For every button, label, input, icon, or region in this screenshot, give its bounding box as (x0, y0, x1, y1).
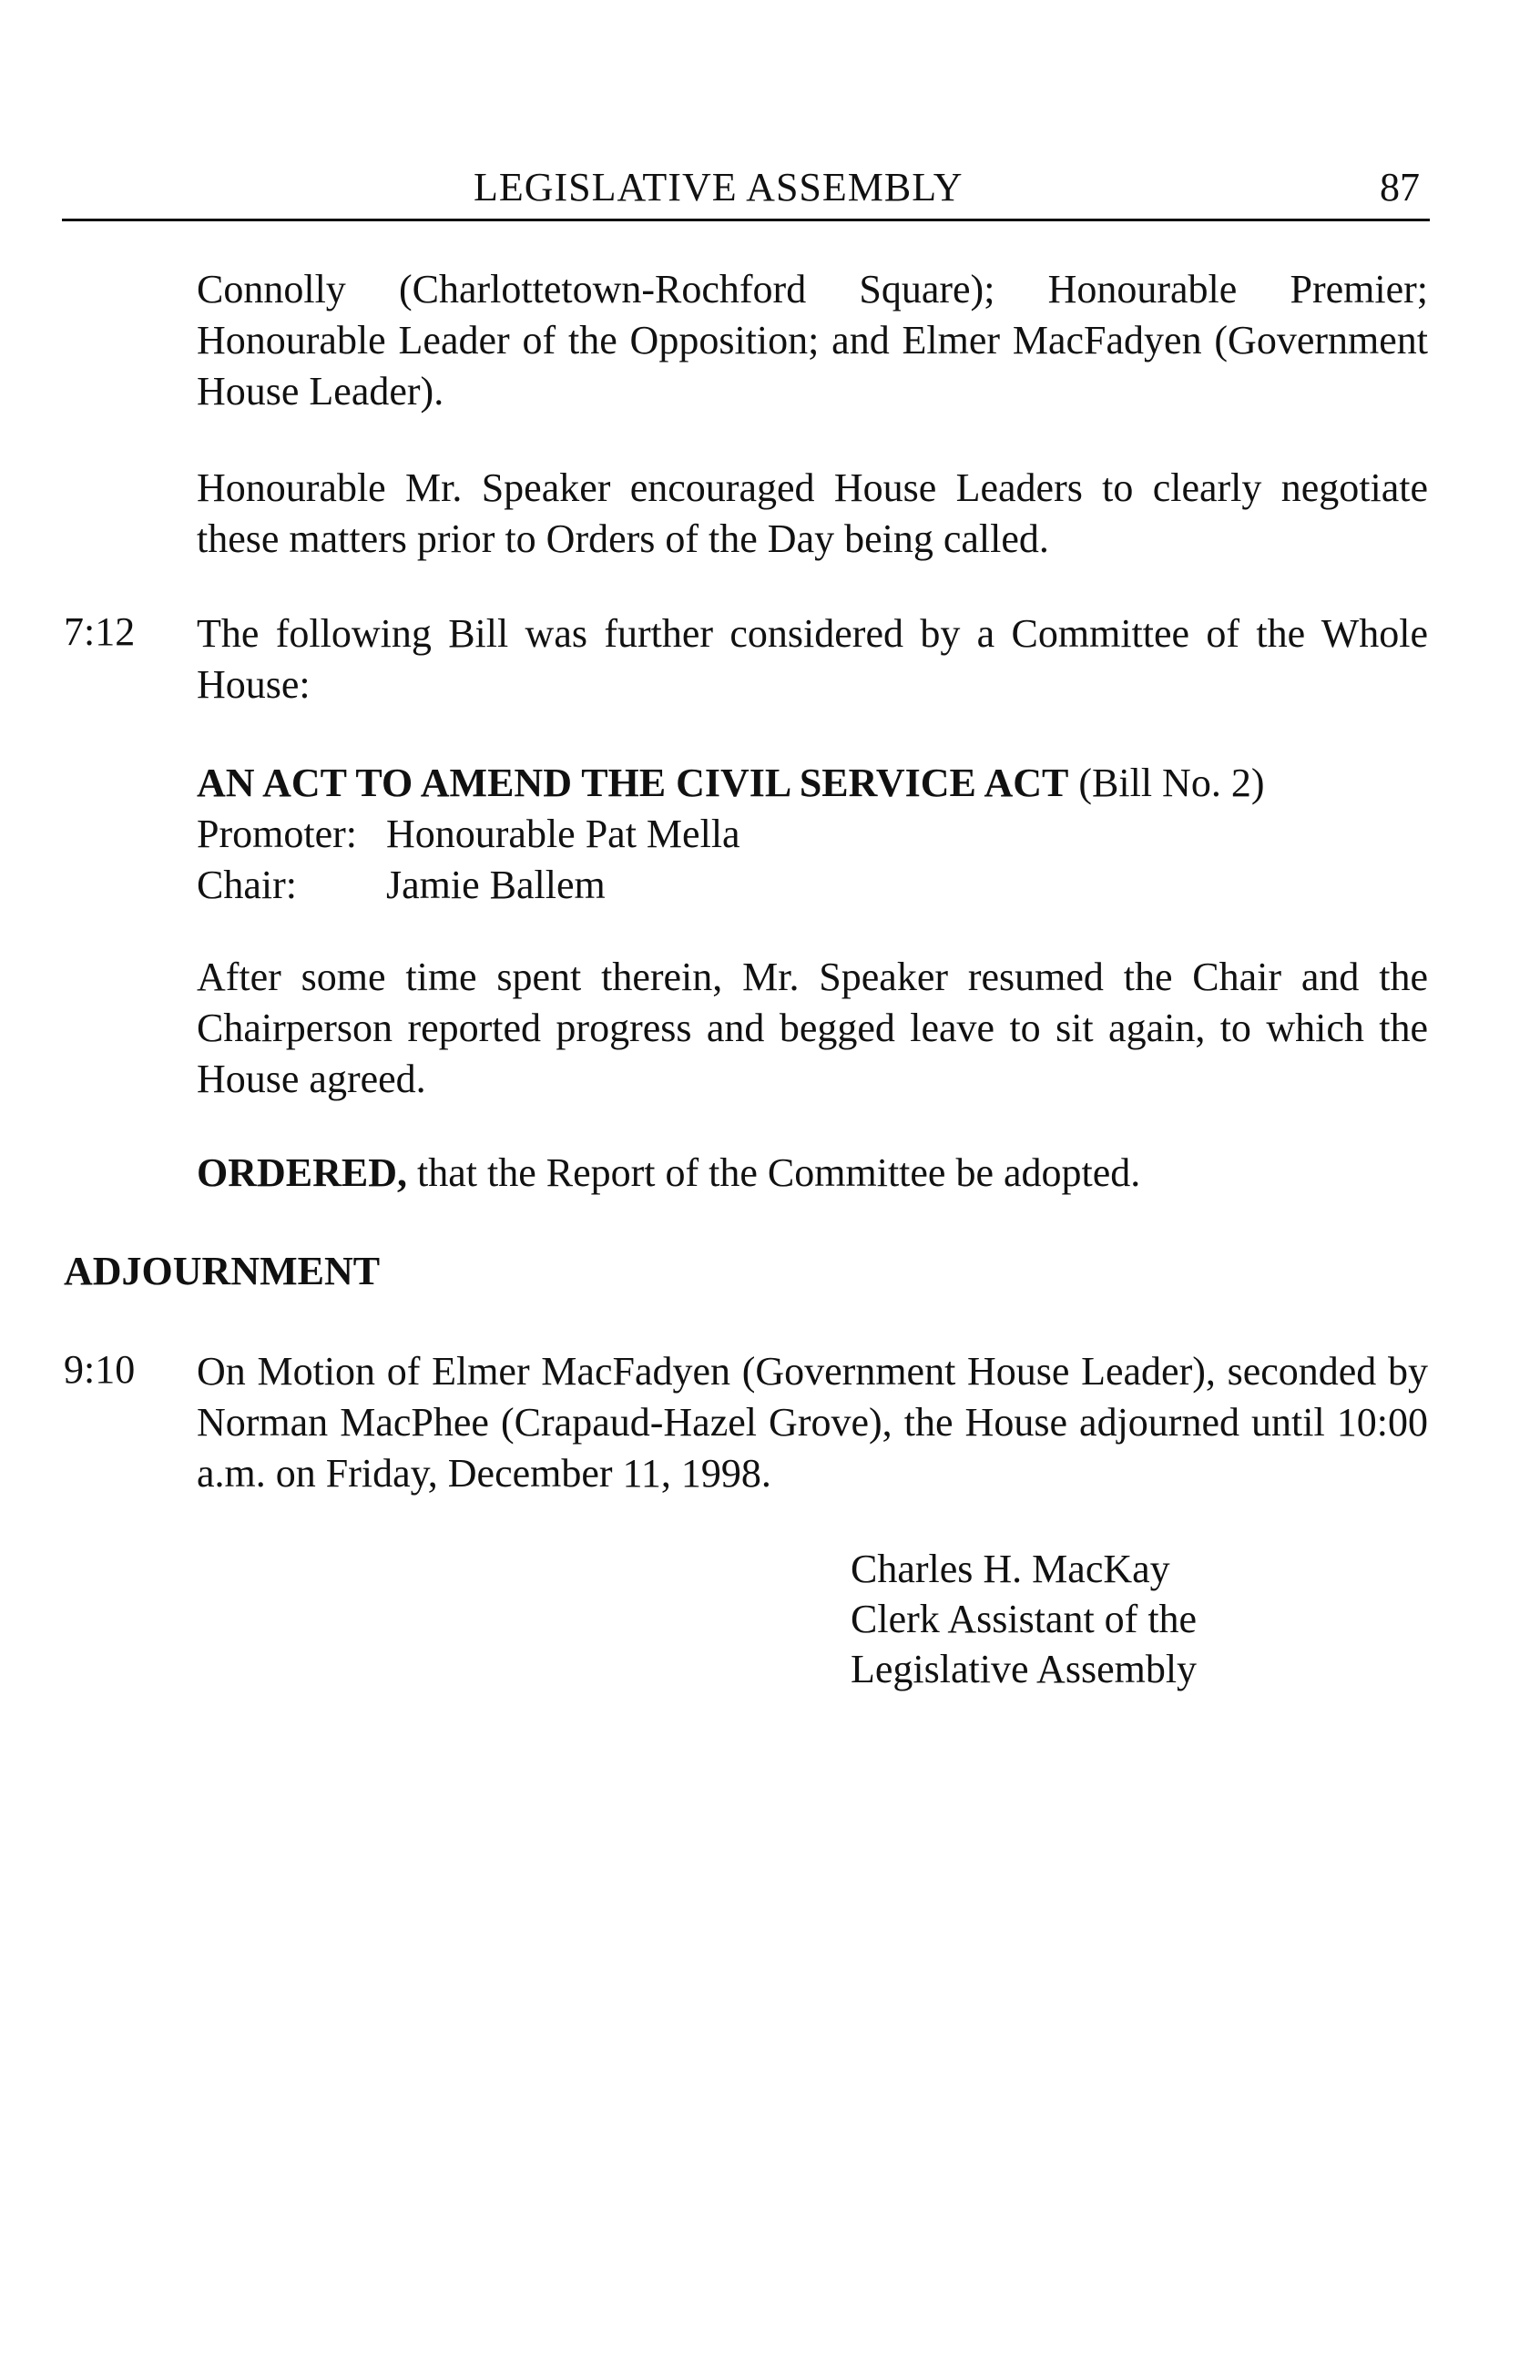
ordered-rest: that the Report of the Committee be adopted. (407, 1150, 1141, 1195)
paragraph-committee-report (197, 952, 1428, 1105)
bill-title: AN ACT TO AMEND THE CIVIL SERVICE ACT (197, 761, 1069, 805)
paragraph-line: a.m. on Friday, December 11, 1998. (197, 1451, 771, 1496)
adjournment-time: 9:10 (64, 1347, 136, 1392)
bill-title-line (197, 758, 1428, 809)
paragraph-line: Honourable Leader of the Opposition; and Elmer MacFadyen (Government (197, 318, 1428, 363)
ordered-text (197, 1148, 1428, 1199)
chair-value: Jamie Ballem (386, 863, 606, 907)
signature-block (851, 1544, 1197, 1694)
ordered-line (197, 1148, 1428, 1199)
chair-label: Chair: (197, 863, 297, 907)
bill-block (197, 758, 1428, 911)
signature-organization: Legislative Assembly (851, 1647, 1198, 1691)
page-number: 87 (1380, 165, 1420, 209)
paragraph-line: The following Bill was further considered by a Committee of the Whole (197, 611, 1428, 656)
paragraph-line: After some time spent therein, Mr. Speaker resumed the Chair and the (197, 955, 1428, 999)
promoter-label: Promoter: (197, 812, 357, 856)
running-header-title: LEGISLATIVE ASSEMBLY (474, 165, 964, 209)
adjournment-text (197, 1346, 1428, 1499)
paragraph-line: House agreed. (197, 1057, 426, 1101)
paragraph-line: Honourable Mr. Speaker encouraged House Leaders to clearly negotiate (197, 465, 1428, 510)
bill-number: (Bill No. 2) (1068, 761, 1265, 805)
ordered-keyword: ORDERED, (197, 1150, 408, 1195)
paragraph-line: Norman MacPhee (Crapaud-Hazel Grove), the House adjourned until 10:00 (197, 1400, 1428, 1445)
paragraph-line: On Motion of Elmer MacFadyen (Government House Leader), seconded by (197, 1349, 1428, 1394)
bill-promoter-line (197, 809, 1428, 860)
bill-chair-line (197, 860, 1428, 911)
paragraph-line: these matters prior to Orders of the Day being called. (197, 516, 1049, 561)
promoter-value: Honourable Pat Mella (386, 812, 740, 856)
signature-title: Clerk Assistant of the (851, 1597, 1198, 1641)
header-rule (62, 219, 1430, 221)
paragraph-line: Chairperson reported progress and begged leave to sit again, to which the (197, 1006, 1428, 1050)
signature-name: Charles H. MacKay (851, 1547, 1170, 1591)
entry-time: 7:12 (64, 609, 136, 654)
paragraph-continued-members (197, 264, 1428, 417)
entry-712-text (197, 608, 1428, 710)
paragraph-line: House Leader). (197, 369, 444, 414)
paragraph-line: House: (197, 662, 311, 707)
adjournment-heading: ADJOURNMENT (64, 1249, 381, 1293)
paragraph-line: Connolly (Charlottetown-Rochford Square); Honourable Premier; (197, 267, 1428, 312)
paragraph-speaker-encouraged (197, 463, 1428, 565)
